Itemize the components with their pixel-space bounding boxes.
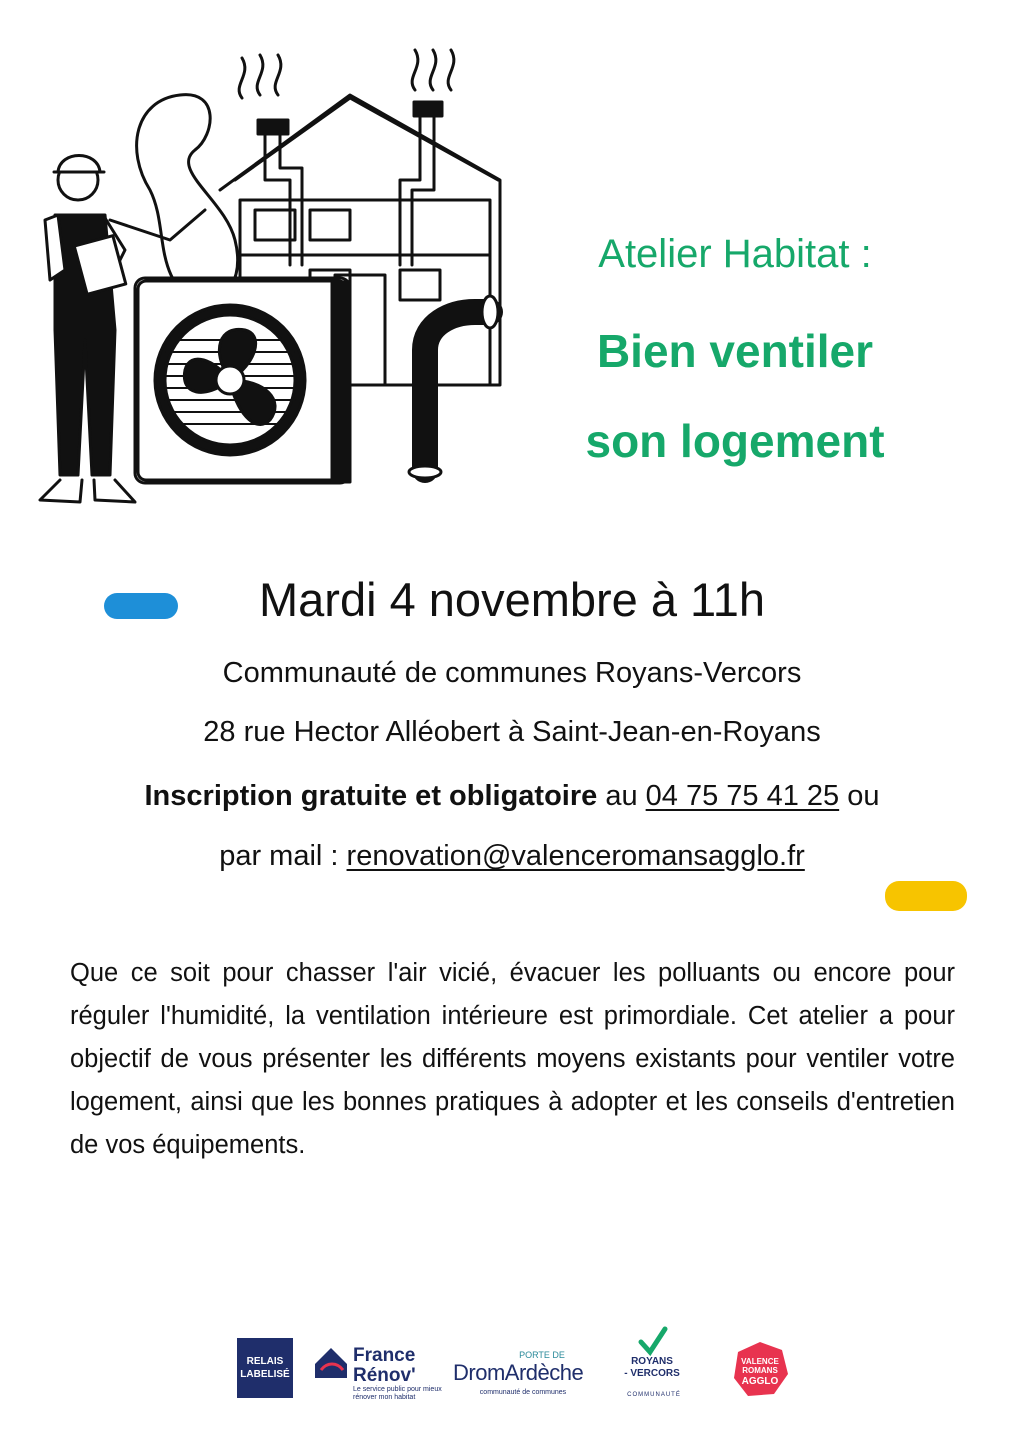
title-line-1: Atelier Habitat : bbox=[598, 232, 872, 276]
ventilation-illustration bbox=[20, 40, 530, 520]
vr-line-1: VALENCE bbox=[741, 1357, 779, 1366]
france-renov-tagline: Le service public pour mieux rénover mon habitat bbox=[353, 1386, 442, 1401]
royans-line-2: - VERCORS bbox=[624, 1368, 680, 1379]
checkmark-icon bbox=[637, 1326, 669, 1356]
title-line-3: son logement bbox=[585, 415, 885, 467]
exhaust-pipe bbox=[425, 312, 490, 470]
registration-label: Inscription gratuite et obligatoire bbox=[144, 780, 598, 812]
title-line-2: Bien ventiler bbox=[596, 325, 874, 377]
vr-line-3: AGGLO bbox=[741, 1376, 779, 1387]
france-renov-line-2: Rénov' bbox=[353, 1365, 416, 1386]
royans-line-1: ROYANS bbox=[631, 1356, 673, 1367]
phone-link[interactable]: 04 75 75 41 25 bbox=[645, 780, 840, 812]
partner-logos bbox=[225, 1318, 825, 1418]
decor-yellow-pill bbox=[885, 881, 967, 911]
france-renov-line-1: France bbox=[353, 1345, 416, 1366]
registration-line bbox=[0, 780, 1024, 813]
porte-dromardeche-sub: communauté de communes bbox=[479, 1389, 567, 1396]
porte-dromardeche-logo: DromArdèche bbox=[453, 1360, 584, 1385]
description-paragraph: Que ce soit pour chasser l'air vicié, évacuer les polluants ou encore pour réguler l'humidité, la ventilation intérieure est primordiale. Cet atelier a pour objectif de vous présenter les différents moyens existants pour ventiler votre logement, ainsi que les bonnes pratiques à adopter et les conseils d'entretien de vos équipements. bbox=[70, 959, 955, 1159]
email-link[interactable]: renovation@valenceromansagglo.fr bbox=[346, 840, 805, 872]
event-venue: Communauté de communes Royans-Vercors bbox=[222, 657, 802, 689]
relais-labelise-logo bbox=[237, 1338, 293, 1398]
relais-line-1: RELAIS bbox=[246, 1356, 284, 1367]
email-line bbox=[0, 840, 1024, 873]
relais-line-2: LABELISÉ bbox=[240, 1369, 290, 1380]
france-renov-logo bbox=[353, 1346, 416, 1386]
valence-romans-agglo-logo bbox=[730, 1340, 790, 1400]
email-prefix: par mail : bbox=[219, 840, 347, 872]
registration-or: ou bbox=[839, 780, 880, 812]
royans-line-3: COMMUNAUTÉ bbox=[627, 1392, 681, 1398]
france-renov-house-icon bbox=[311, 1342, 351, 1382]
event-address: 28 rue Hector Alléobert à Saint-Jean-en-Royans bbox=[203, 716, 821, 748]
royans-vercors-logo bbox=[621, 1356, 683, 1380]
event-date: Mardi 4 novembre à 11h bbox=[259, 573, 765, 626]
registration-connector: au bbox=[597, 780, 646, 812]
porte-dromardeche-top: PORTE DE bbox=[519, 1350, 565, 1360]
vr-line-2: ROMANS bbox=[742, 1366, 778, 1375]
